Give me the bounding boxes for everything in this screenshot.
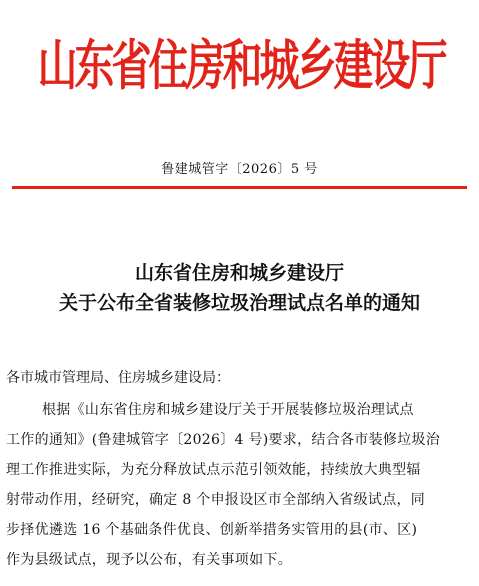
- body-text-line: 射带动作用，经研究，确定 8 个申报设区市全部纳入省级试点，同: [6, 492, 426, 508]
- document-title-line-2: 关于公布全省装修垃圾治理试点名单的通知: [58, 292, 420, 314]
- document-title: [0, 258, 479, 318]
- body-text-line: 作为县级试点，现予以公布，有关事项如下。: [6, 552, 292, 568]
- body-text-line: 根据《山东省住房和城乡建设厅关于开展装修垃圾治理试点: [42, 402, 414, 418]
- document-title-line-1: 山东省住房和城乡建设厅: [134, 262, 344, 284]
- body-text-line: 理工作推进实际，为充分释放试点示范引领效能，持续放大典型辐: [6, 462, 421, 478]
- red-divider: [12, 186, 467, 189]
- body-text-line: 步择优遴选 16 个基础条件优良、创新举措务实管用的县(市、区): [6, 522, 418, 538]
- issuer-header: 山东省住房和城乡建设厅: [37, 34, 445, 98]
- body-text-line: 工作的通知》(鲁建城管字〔2026〕4 号)要求，结合各市装修垃圾治: [6, 432, 441, 448]
- recipient-line: 各市城市管理局、住房城乡建设局：: [6, 370, 230, 386]
- document-number: 鲁建城管字〔2026〕5 号: [161, 162, 318, 177]
